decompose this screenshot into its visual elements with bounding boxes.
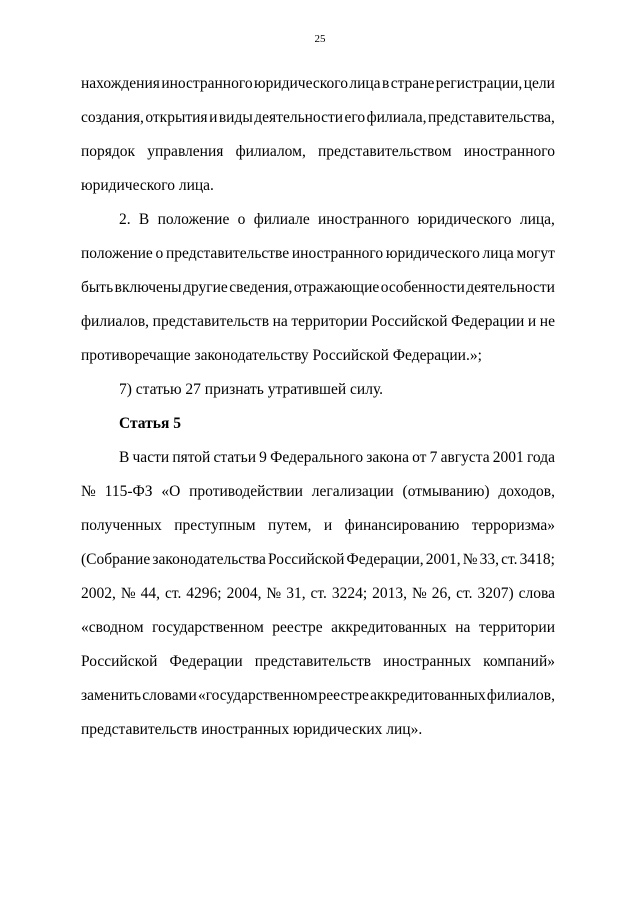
word: цели — [523, 75, 555, 92]
word: нахождения — [81, 75, 160, 92]
word: «государственном — [197, 687, 318, 704]
word: порядок — [81, 143, 136, 160]
word: 2004, — [226, 585, 262, 602]
text-line: противоречащие законодательству Российской Федерации.»; — [81, 347, 482, 364]
word: 3207) — [477, 585, 514, 602]
word: преступным — [174, 517, 256, 534]
word: территории — [478, 619, 555, 636]
word: иностранного — [463, 143, 555, 160]
word: стране — [390, 75, 435, 92]
word: № — [412, 585, 427, 602]
word: финансированию — [344, 517, 460, 534]
word: 2013, — [372, 585, 408, 602]
paragraph-7 — [81, 373, 555, 407]
word: иностранных — [383, 653, 472, 670]
article-5-heading — [81, 407, 555, 441]
word: деятельности — [466, 279, 555, 296]
word: 44, — [140, 585, 160, 602]
word: В — [119, 449, 130, 466]
word: 2001, — [425, 551, 461, 568]
word: представительств — [152, 313, 270, 330]
word: лица — [482, 245, 514, 262]
word: 3224; — [331, 585, 368, 602]
word: закона — [366, 449, 409, 466]
word: деятельности — [254, 109, 344, 126]
word: представительств — [254, 653, 372, 670]
word: могут — [516, 245, 555, 262]
word: заменить — [81, 687, 142, 704]
word: статьи — [213, 449, 256, 466]
text-line — [81, 509, 555, 543]
word: сведения, — [229, 279, 293, 296]
word: его — [344, 109, 366, 126]
word: о — [237, 211, 246, 228]
word: филиалов, — [486, 687, 555, 704]
word: положение — [157, 211, 230, 228]
word: и — [323, 517, 333, 534]
word: компаний» — [483, 653, 555, 670]
text-line — [81, 305, 555, 339]
word: слова — [518, 585, 555, 602]
word: другие — [183, 279, 228, 296]
word: № — [81, 483, 96, 500]
word: иностранного — [291, 245, 384, 262]
word: доходов, — [498, 483, 555, 500]
word: регистрации, — [435, 75, 523, 92]
word: легализации — [311, 483, 394, 500]
word: открытия — [145, 109, 208, 126]
word: ст. — [456, 585, 473, 602]
word: «О — [161, 483, 181, 500]
word: управления — [147, 143, 224, 160]
word: отражающие — [293, 279, 380, 296]
word: на — [272, 313, 288, 330]
word: филиалов, — [81, 313, 150, 330]
word: Российской — [268, 551, 345, 568]
word: на — [455, 619, 471, 636]
word: Федерации, — [346, 551, 424, 568]
word: 2. — [119, 211, 131, 228]
word: и — [209, 109, 218, 126]
text-line — [81, 679, 555, 713]
word: особенности — [380, 279, 465, 296]
word: терроризма» — [471, 517, 555, 534]
word: года — [526, 449, 555, 466]
word: ст. — [501, 551, 518, 568]
text-line — [81, 271, 555, 305]
word: 2002, — [81, 585, 116, 602]
word: реестре — [272, 619, 323, 636]
word: ст. — [310, 585, 327, 602]
word: «сводном — [81, 619, 144, 636]
word: В — [138, 211, 150, 228]
word: № — [462, 551, 478, 568]
word: филиала, — [366, 109, 427, 126]
word: августа — [440, 449, 490, 466]
word: Федерального — [270, 449, 364, 466]
word: 33, — [479, 551, 499, 568]
word: включены — [114, 279, 182, 296]
word: 4296; — [186, 585, 222, 602]
word: юридического — [385, 245, 480, 262]
word: Федерации — [169, 653, 243, 670]
word: и — [527, 313, 537, 330]
section-heading: Статья 5 — [119, 415, 181, 432]
word: создания, — [81, 109, 144, 126]
word: 9 — [259, 449, 267, 466]
text-line — [81, 67, 555, 101]
word: словами — [142, 687, 197, 704]
text-line — [81, 475, 555, 509]
word: иностранного — [161, 75, 253, 92]
word: представительства, — [428, 109, 555, 126]
word: быть — [81, 279, 114, 296]
word: представительством — [318, 143, 452, 160]
word: от — [412, 449, 427, 466]
word: путем, — [268, 517, 312, 534]
word: ст. — [164, 585, 182, 602]
word: филиалом, — [235, 143, 306, 160]
word: не — [539, 313, 555, 330]
text-line — [81, 135, 555, 169]
word: Российской — [81, 653, 158, 670]
word: аккредитованных — [370, 687, 486, 704]
word: Российской — [371, 313, 448, 330]
word: территории — [291, 313, 368, 330]
word: в — [381, 75, 390, 92]
word: лица — [349, 75, 381, 92]
word: иностранного — [318, 211, 410, 228]
text-line — [81, 441, 555, 475]
word: 31, — [286, 585, 306, 602]
text-line: 7) статью 27 признать утратившей силу. — [119, 381, 384, 398]
text-line — [81, 237, 555, 271]
document-body — [81, 67, 555, 747]
word: лица, — [519, 211, 555, 228]
word: 3418; — [519, 551, 555, 568]
word: пятой — [172, 449, 211, 466]
word: реестре — [318, 687, 369, 704]
word: (Собрание — [81, 551, 151, 568]
word: законодательства — [152, 551, 266, 568]
continued-paragraph — [81, 67, 555, 203]
paragraph-2 — [81, 203, 555, 373]
word: 2001 — [492, 449, 524, 466]
word: представительстве — [165, 245, 290, 262]
text-line — [81, 611, 555, 645]
page-number: 25 — [314, 33, 326, 45]
text-line — [81, 577, 555, 611]
word: 7 — [429, 449, 438, 466]
word: 26, — [431, 585, 452, 602]
text-line — [81, 645, 555, 679]
text-line: юридического лица. — [81, 177, 214, 194]
word: полученных — [81, 517, 162, 534]
word: Федерации — [451, 313, 525, 330]
word: юридического — [253, 75, 348, 92]
word: противодействии — [189, 483, 303, 500]
word: виды — [218, 109, 253, 126]
word: № — [266, 585, 282, 602]
word: юридического — [417, 211, 512, 228]
article-5-body — [81, 441, 555, 747]
word: филиале — [253, 211, 310, 228]
word: 115-ФЗ — [104, 483, 153, 500]
word: положение — [81, 245, 153, 262]
text-line: представительств иностранных юридических лиц». — [81, 721, 423, 738]
word: аккредитованных — [331, 619, 447, 636]
text-line — [81, 203, 555, 237]
text-line — [81, 101, 555, 135]
text-line — [81, 543, 555, 577]
word: № — [120, 585, 136, 602]
word: (отмыванию) — [402, 483, 490, 500]
word: государственном — [152, 619, 264, 636]
word: части — [132, 449, 170, 466]
word: о — [155, 245, 164, 262]
